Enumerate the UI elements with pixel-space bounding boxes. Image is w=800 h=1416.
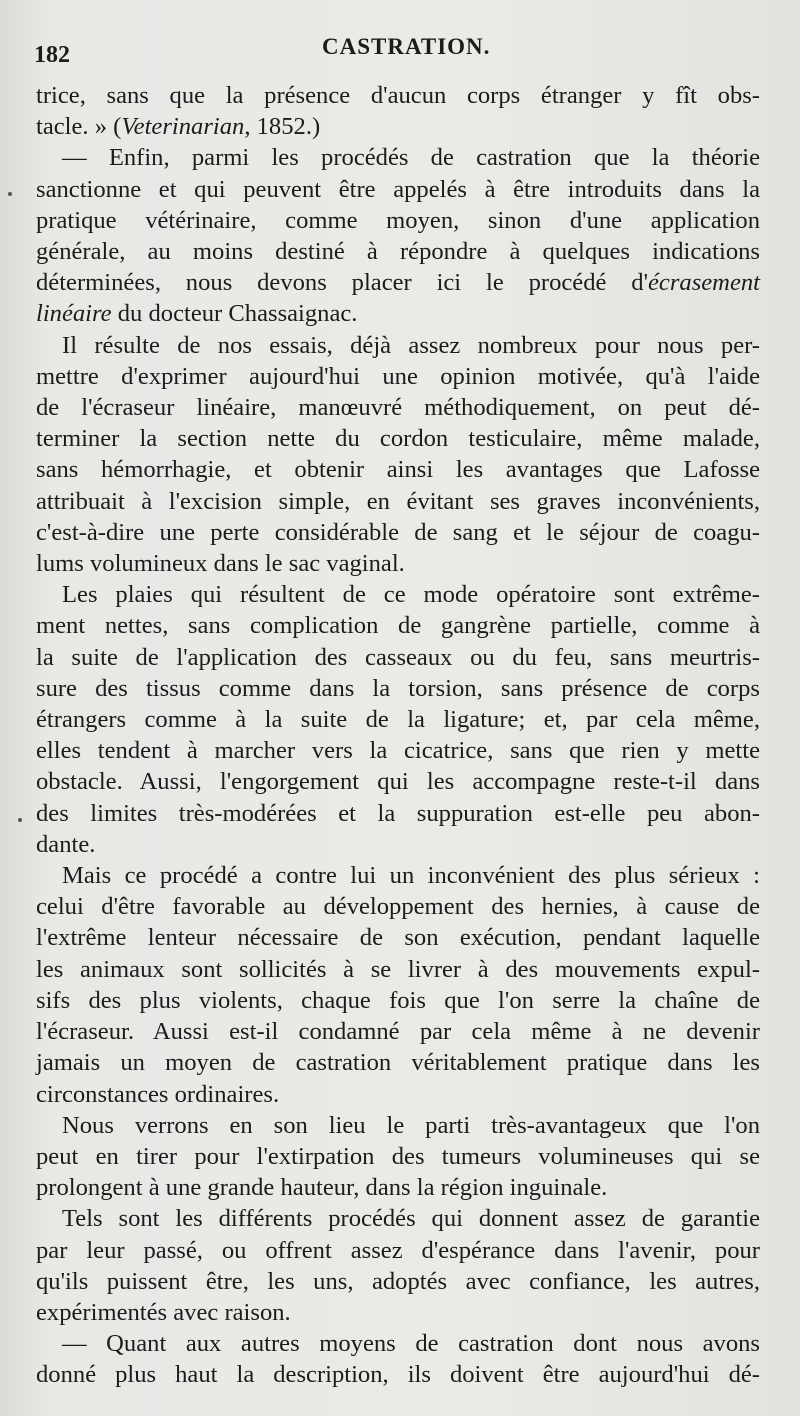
paragraph [36,1328,760,1390]
paragraph [36,860,760,1110]
text-line: lums volumineux dans le sac vaginal. [36,550,405,578]
text-line: c'est-à-dire une perte considérable de sang et le séjour de coagu- [36,518,760,546]
text-line: jamais un moyen de castration véritablement pratique dans les [36,1049,760,1077]
text-line: des limites très-modérées et la suppuration est-elle peu abon- [36,799,760,827]
text-line: de l'écraseur linéaire, manœuvré méthodiquement, on peut dé- [36,394,760,422]
text-line: qu'ils puissent être, les uns, adoptés avec confiance, les autres, [36,1267,760,1295]
text-line: sanctionne et qui peuvent être appelés à être introduits dans la [36,175,760,203]
text-line: Il résulte de nos essais, déjà assez nombreux pour nous per- [62,331,760,359]
paragraph [36,1110,760,1204]
text-line: l'écraseur. Aussi est-il condamné par cela même à ne devenir [36,1018,760,1046]
text-line: sifs des plus violents, chaque fois que l'on serre la chaîne de [36,986,760,1014]
text-line: donné plus haut la description, ils doivent être aujourd'hui dé- [36,1361,760,1389]
text-line: circonstances ordinaires. [36,1080,280,1108]
paragraph [36,579,760,860]
text-line: tacle. » (Veterinarian, 1852.) [36,113,321,141]
text-line: peut en tirer pour l'extirpation des tumeurs volumineuses qui se [36,1142,760,1170]
margin-speck [18,818,22,822]
text-line: les animaux sont sollicités à se livrer à des mouvements expul- [36,955,760,983]
text-line: dante. [36,830,96,858]
text-line: sure des tissus comme dans la torsion, sans présence de corps [36,674,760,702]
text-line: terminer la section nette du cordon testiculaire, même malade, [36,425,760,453]
body-text [36,80,760,1391]
text-line: la suite de l'application des casseaux ou du feu, sans meurtris- [36,643,760,671]
text-line: Les plaies qui résultent de ce mode opératoire sont extrême- [62,581,760,609]
running-head: CASTRATION. [322,34,491,59]
text-line: Tels sont les différents procédés qui donnent assez de garantie [62,1205,760,1233]
page-header [34,30,764,70]
text-line: ment nettes, sans complication de gangrène partielle, comme à [36,612,760,640]
text-line: pratique vétérinaire, comme moyen, sinon d'une application [36,206,760,234]
text-line: étrangers comme à la suite de la ligature; et, par cela même, [36,706,760,734]
text-line: celui d'être favorable au développement des hernies, à cause de [36,893,760,921]
paragraph [36,330,760,580]
text-line: sans hémorrhagie, et obtenir ainsi les avantages que Lafosse [36,456,760,484]
text-line: obstacle. Aussi, l'engorgement qui les accompagne reste-t-il dans [36,768,760,796]
text-line: elles tendent à marcher vers la cicatrice, sans que rien y mette [36,737,760,765]
text-line: attribuait à l'excision simple, en évitant ses graves inconvénients, [36,487,760,515]
text-line: trice, sans que la présence d'aucun corps étranger y fît obs- [36,82,760,109]
text-line: expérimentés avec raison. [36,1298,291,1326]
text-line: l'extrême lenteur nécessaire de son exécution, pendant laquelle [36,924,760,952]
text-line: déterminées, nous devons placer ici le procédé d'écrasement [36,269,760,297]
text-line: — Quant aux autres moyens de castration dont nous avons [62,1330,760,1358]
text-line: par leur passé, ou offrent assez d'espérance dans l'avenir, pour [36,1236,760,1264]
text-line: mettre d'exprimer aujourd'hui une opinion motivée, qu'à l'aide [36,362,760,390]
paragraph [36,1203,760,1328]
page-number: 182 [34,42,70,68]
text-line: générale, au moins destiné à répondre à quelques indications [36,238,760,266]
text-line: linéaire du docteur Chassaignac. [36,300,358,328]
text-line: prolongent à une grande hauteur, dans la région inguinale. [36,1174,608,1202]
text-line: Mais ce procédé a contre lui un inconvénient des plus sérieux : [62,862,760,890]
paragraph [36,80,760,142]
paragraph [36,142,760,329]
text-line: Nous verrons en son lieu le parti très-avantageux que l'on [62,1111,760,1139]
margin-speck [8,192,12,196]
text-line: — Enfin, parmi les procédés de castration que la théorie [62,144,760,172]
